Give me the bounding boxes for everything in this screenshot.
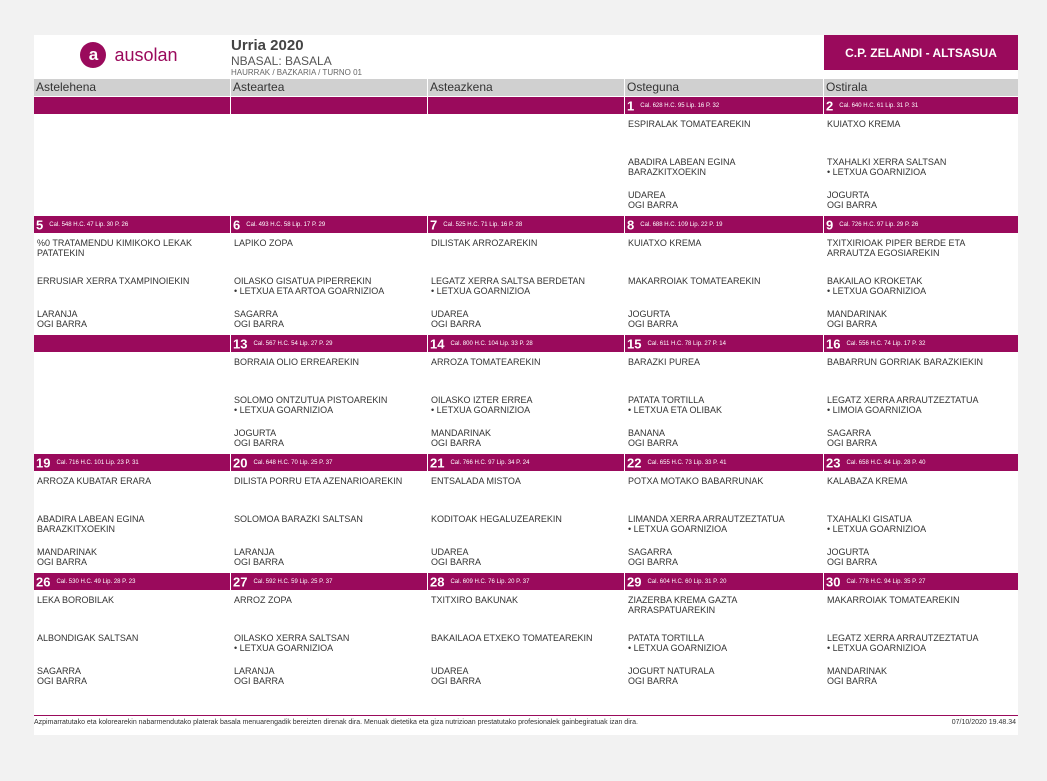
dish-line: TXITXIRIOAK PIPER BERDE ETA bbox=[827, 238, 966, 248]
dish-line: LAPIKO ZOPA bbox=[234, 238, 293, 248]
logo-mark: a bbox=[80, 42, 106, 68]
day-header: Ostirala bbox=[824, 79, 1018, 96]
nutrition-info: Cal. 726 H.C. 97 Lip. 29 P. 26 bbox=[839, 221, 919, 228]
dish-line: • LETXUA GOARNIZIOA bbox=[827, 167, 927, 177]
day-number: 28 bbox=[430, 574, 445, 590]
dish-line: OGI BARRA bbox=[827, 676, 878, 686]
day-header: Asteartea bbox=[231, 79, 427, 96]
day-bar bbox=[231, 216, 427, 233]
day-number: 16 bbox=[826, 336, 841, 352]
dish-line: LEKA BOROBILAK bbox=[37, 595, 115, 605]
day-number: 21 bbox=[430, 455, 445, 471]
dish-line: TXAHALKI GISATUA bbox=[827, 514, 912, 524]
day-number: 23 bbox=[826, 455, 841, 471]
dish-line: SAGARRA bbox=[234, 309, 279, 319]
dish-line: SAGARRA bbox=[628, 547, 673, 557]
dish-line: SOLOMOA BARAZKI SALTSAN bbox=[234, 514, 363, 524]
first-course bbox=[34, 595, 230, 605]
dish-line: OGI BARRA bbox=[628, 438, 679, 448]
dish-line: KUIATXO KREMA bbox=[827, 119, 901, 129]
print-timestamp: 07/10/2020 19.48.34 bbox=[951, 719, 1016, 726]
nutrition-info: Cal. 800 H.C. 104 Lip. 33 P. 28 bbox=[450, 340, 533, 347]
day-bar bbox=[428, 97, 624, 114]
day-bar bbox=[428, 216, 624, 233]
dish-line: OGI BARRA bbox=[827, 200, 878, 210]
day-bar bbox=[625, 216, 823, 233]
dish-line: BAKAILAOA ETXEKO TOMATEAREKIN bbox=[431, 633, 593, 643]
nutrition-info: Cal. 716 H.C. 101 Lip. 23 P. 31 bbox=[56, 459, 139, 466]
dish-line: ALBONDIGAK SALTSAN bbox=[37, 633, 139, 643]
nutrition-info: Cal. 592 H.C. 59 Lip. 25 P. 37 bbox=[253, 578, 333, 585]
first-course bbox=[34, 238, 230, 258]
dessert-and-bread bbox=[231, 547, 427, 567]
first-course bbox=[428, 476, 624, 486]
dish-line: TXITXIRO BAKUNAK bbox=[431, 595, 519, 605]
day-bar bbox=[231, 97, 427, 114]
second-course bbox=[824, 514, 1018, 534]
nutrition-info: Cal. 628 H.C. 95 Lip. 16 P. 32 bbox=[640, 102, 720, 109]
day-number: 22 bbox=[627, 455, 642, 471]
day-number: 20 bbox=[233, 455, 248, 471]
day-header: Asteazkena bbox=[428, 79, 624, 96]
day-number: 26 bbox=[36, 574, 51, 590]
nutrition-info: Cal. 530 H.C. 49 Lip. 28 P. 23 bbox=[56, 578, 136, 585]
dish-line: OGI BARRA bbox=[431, 557, 482, 567]
dish-line: OILASKO XERRA SALTSAN bbox=[234, 633, 350, 643]
day-number: 30 bbox=[826, 574, 841, 590]
day-bar bbox=[34, 335, 230, 352]
dish-line: • LIMOIA GOARNIZIOA bbox=[827, 405, 922, 415]
nutrition-info: Cal. 548 H.C. 47 Lip. 30 P. 26 bbox=[49, 221, 129, 228]
day-number: 9 bbox=[826, 217, 834, 233]
dish-line: JOGURT NATURALA bbox=[628, 666, 715, 676]
second-course bbox=[231, 276, 427, 296]
dish-line: OGI BARRA bbox=[431, 319, 482, 329]
dish-line: DILISTA PORRU ETA AZENARIOAREKIN bbox=[234, 476, 403, 486]
nutrition-info: Cal. 611 H.C. 78 Lip. 27 P. 14 bbox=[647, 340, 726, 347]
second-course bbox=[231, 395, 427, 415]
dish-line: ABADIRA LABEAN EGINA bbox=[37, 514, 145, 524]
day-bar bbox=[34, 97, 230, 114]
dish-line: • LETXUA GOARNIZIOA bbox=[827, 643, 927, 653]
dish-line: OGI BARRA bbox=[234, 438, 285, 448]
dish-line: DILISTAK ARROZAREKIN bbox=[431, 238, 538, 248]
dessert-and-bread bbox=[231, 666, 427, 686]
dish-line: ABADIRA LABEAN EGINA bbox=[628, 157, 736, 167]
second-course bbox=[625, 633, 823, 653]
nutrition-info: Cal. 525 H.C. 71 Lip. 16 P. 28 bbox=[443, 221, 523, 228]
day-bar bbox=[625, 573, 823, 590]
dessert-and-bread bbox=[428, 428, 624, 448]
dish-line: JOGURTA bbox=[234, 428, 277, 438]
day-bar bbox=[428, 335, 624, 352]
ausolan-logo bbox=[34, 35, 224, 75]
second-course bbox=[824, 157, 1018, 177]
first-course bbox=[824, 119, 1018, 129]
second-course bbox=[34, 514, 230, 534]
dish-line: LARANJA bbox=[234, 666, 275, 676]
dish-line: BANANA bbox=[628, 428, 666, 438]
dish-line: BARAZKI PUREA bbox=[628, 357, 701, 367]
dish-line: JOGURTA bbox=[827, 190, 870, 200]
day-bar bbox=[231, 573, 427, 590]
nutrition-info: Cal. 778 H.C. 94 Lip. 35 P. 27 bbox=[846, 578, 926, 585]
dessert-and-bread bbox=[34, 666, 230, 686]
first-course bbox=[625, 476, 823, 486]
dish-line: • LETXUA GOARNIZIOA bbox=[628, 643, 728, 653]
dish-line: BAKAILAO KROKETAK bbox=[827, 276, 923, 286]
dish-line: • LETXUA GOARNIZIOA bbox=[431, 286, 531, 296]
second-course bbox=[231, 633, 427, 653]
first-course bbox=[34, 476, 230, 486]
second-course bbox=[34, 276, 230, 286]
dessert-and-bread bbox=[625, 428, 823, 448]
dish-line: POTXA MOTAKO BABARRUNAK bbox=[628, 476, 764, 486]
dessert-and-bread bbox=[231, 309, 427, 329]
day-bar bbox=[428, 573, 624, 590]
first-course bbox=[824, 595, 1018, 605]
first-course bbox=[231, 595, 427, 605]
nutrition-info: Cal. 766 H.C. 97 Lip. 34 P. 24 bbox=[450, 459, 530, 466]
nutrition-info: Cal. 604 H.C. 60 Lip. 31 P. 20 bbox=[647, 578, 727, 585]
day-number: 27 bbox=[233, 574, 248, 590]
dish-line: UDAREA bbox=[628, 190, 666, 200]
day-number: 19 bbox=[36, 455, 51, 471]
second-course bbox=[625, 276, 823, 286]
dish-line: JOGURTA bbox=[827, 547, 870, 557]
dish-line: PATATA TORTILLA bbox=[628, 395, 705, 405]
day-bar bbox=[824, 97, 1018, 114]
dish-line: BABARRUN GORRIAK BARAZKIEKIN bbox=[827, 357, 984, 367]
day-number: 29 bbox=[627, 574, 642, 590]
second-course bbox=[824, 395, 1018, 415]
day-bar bbox=[824, 454, 1018, 471]
dish-line: • LETXUA GOARNIZIOA bbox=[234, 643, 334, 653]
dish-line: ZIAZERBA KREMA GAZTA bbox=[628, 595, 738, 605]
day-bar bbox=[625, 454, 823, 471]
dish-line: MANDARINAK bbox=[827, 666, 888, 676]
second-course bbox=[231, 514, 427, 524]
nutrition-info: Cal. 640 H.C. 61 Lip. 31 P. 31 bbox=[839, 102, 919, 109]
day-bar bbox=[231, 454, 427, 471]
dessert-and-bread bbox=[824, 666, 1018, 686]
footer-divider bbox=[34, 715, 1018, 716]
day-bar bbox=[824, 573, 1018, 590]
dessert-and-bread bbox=[428, 666, 624, 686]
dish-line: OGI BARRA bbox=[431, 676, 482, 686]
dish-line: LEGATZ XERRA SALTSA BERDETAN bbox=[431, 276, 586, 286]
second-course bbox=[428, 276, 624, 296]
school-name: C.P. ZELANDI - ALTSASUA bbox=[824, 35, 1018, 70]
dish-line: MAKARROIAK TOMATEAREKIN bbox=[628, 276, 761, 286]
dessert-and-bread bbox=[34, 309, 230, 329]
menu-type: NBASAL: BASALA bbox=[231, 54, 332, 68]
dish-line: • LETXUA GOARNIZIOA bbox=[827, 524, 927, 534]
dish-line: JOGURTA bbox=[628, 309, 671, 319]
dish-line: KUIATXO KREMA bbox=[628, 238, 702, 248]
first-course bbox=[231, 238, 427, 248]
second-course bbox=[428, 633, 624, 643]
dish-line: SAGARRA bbox=[37, 666, 82, 676]
dish-line: ESPIRALAK TOMATEAREKIN bbox=[628, 119, 751, 129]
second-course bbox=[625, 157, 823, 177]
day-number: 6 bbox=[233, 217, 241, 233]
nutrition-info: Cal. 609 H.C. 76 Lip. 20 P. 37 bbox=[450, 578, 530, 585]
dish-line: BARAZKITXOEKIN bbox=[37, 524, 116, 534]
first-course bbox=[428, 595, 624, 605]
dish-line: MANDARINAK bbox=[827, 309, 888, 319]
first-course bbox=[231, 357, 427, 367]
nutrition-info: Cal. 648 H.C. 70 Lip. 25 P. 37 bbox=[253, 459, 333, 466]
dish-line: ERRUSIAR XERRA TXAMPINOIEKIN bbox=[37, 276, 190, 286]
dish-line: OGI BARRA bbox=[827, 557, 878, 567]
first-course bbox=[428, 238, 624, 248]
day-number: 7 bbox=[430, 217, 438, 233]
dish-line: OGI BARRA bbox=[234, 557, 285, 567]
day-number: 8 bbox=[627, 217, 635, 233]
dish-line: OGI BARRA bbox=[628, 200, 679, 210]
day-number: 1 bbox=[627, 98, 635, 114]
dessert-and-bread bbox=[824, 190, 1018, 210]
dish-line: TXAHALKI XERRA SALTSAN bbox=[827, 157, 947, 167]
dish-line: MAKARROIAK TOMATEAREKIN bbox=[827, 595, 960, 605]
day-bar bbox=[625, 335, 823, 352]
dish-line: LARANJA bbox=[37, 309, 78, 319]
first-course bbox=[824, 476, 1018, 486]
menu-page bbox=[34, 35, 1018, 735]
dish-line: BORRAIA OLIO ERREAREKIN bbox=[234, 357, 360, 367]
dish-line: LIMANDA XERRA ARRAUTZEZTATUA bbox=[628, 514, 785, 524]
dish-line: LEGATZ XERRA ARRAUTZEZTATUA bbox=[827, 395, 979, 405]
dish-line: OGI BARRA bbox=[234, 676, 285, 686]
day-bar bbox=[625, 97, 823, 114]
dish-line: • LETXUA ETA OLIBAK bbox=[628, 405, 723, 415]
first-course bbox=[231, 476, 427, 486]
nutrition-info: Cal. 493 H.C. 58 Lip. 17 P. 29 bbox=[246, 221, 326, 228]
dish-line: KODITOAK HEGALUZEAREKIN bbox=[431, 514, 562, 524]
dish-line: OGI BARRA bbox=[37, 676, 88, 686]
dessert-and-bread bbox=[625, 309, 823, 329]
dish-line: PATATEKIN bbox=[37, 248, 85, 258]
dish-line: ARRAUTZA EGOSIAREKIN bbox=[827, 248, 940, 258]
dish-line: LARANJA bbox=[234, 547, 275, 557]
second-course bbox=[428, 514, 624, 524]
dish-line: MANDARINAK bbox=[37, 547, 98, 557]
logo-text: ausolan bbox=[114, 44, 178, 65]
second-course bbox=[824, 633, 1018, 653]
dish-line: UDAREA bbox=[431, 666, 469, 676]
dish-line: OILASKO GISATUA PIPERREKIN bbox=[234, 276, 372, 286]
day-header: Astelehena bbox=[34, 79, 230, 96]
dish-line: LEGATZ XERRA ARRAUTZEZTATUA bbox=[827, 633, 979, 643]
dish-line: • LETXUA GOARNIZIOA bbox=[234, 405, 334, 415]
first-course bbox=[625, 357, 823, 367]
day-bar bbox=[34, 216, 230, 233]
first-course bbox=[824, 238, 1018, 258]
day-number: 15 bbox=[627, 336, 642, 352]
dish-line: OILASKO IZTER ERREA bbox=[431, 395, 533, 405]
dish-line: PATATA TORTILLA bbox=[628, 633, 705, 643]
first-course bbox=[428, 357, 624, 367]
day-bar bbox=[34, 454, 230, 471]
dish-line: SAGARRA bbox=[827, 428, 872, 438]
day-number: 14 bbox=[430, 336, 445, 352]
dish-line: OGI BARRA bbox=[628, 676, 679, 686]
dish-line: • LETXUA GOARNIZIOA bbox=[628, 524, 728, 534]
dish-line: OGI BARRA bbox=[431, 438, 482, 448]
dish-line: • LETXUA GOARNIZIOA bbox=[431, 405, 531, 415]
dessert-and-bread bbox=[428, 309, 624, 329]
dish-line: ARROZ ZOPA bbox=[234, 595, 292, 605]
dessert-and-bread bbox=[824, 547, 1018, 567]
dish-line: OGI BARRA bbox=[37, 557, 88, 567]
dish-line: • LETXUA ETA ARTOA GOARNIZIOA bbox=[234, 286, 385, 296]
dish-line: BARAZKITXOEKIN bbox=[628, 167, 707, 177]
day-header: Osteguna bbox=[625, 79, 823, 96]
dish-line: SOLOMO ONTZUTUA PISTOAREKIN bbox=[234, 395, 388, 405]
dish-line: KALABAZA KREMA bbox=[827, 476, 908, 486]
dish-line: OGI BARRA bbox=[37, 319, 88, 329]
nutrition-info: Cal. 556 H.C. 74 Lip. 17 P. 32 bbox=[846, 340, 926, 347]
dessert-and-bread bbox=[625, 190, 823, 210]
dish-line: OGI BARRA bbox=[827, 319, 878, 329]
nutrition-info: Cal. 688 H.C. 109 Lip. 22 P. 19 bbox=[640, 221, 723, 228]
second-course bbox=[428, 395, 624, 415]
day-bar bbox=[34, 573, 230, 590]
footer-note: Azpimarratutako eta kolorearekin nabarmendutako platerak basala menuarengadik bereizten direnak dira. Menuak dietetika eta giza nutrizioan prestatutako profesionalek gainbegiratuak izan dira. bbox=[34, 719, 638, 726]
dish-line: • LETXUA GOARNIZIOA bbox=[827, 286, 927, 296]
day-bar bbox=[824, 335, 1018, 352]
second-course bbox=[824, 276, 1018, 296]
nutrition-info: Cal. 658 H.C. 64 Lip. 28 P. 40 bbox=[846, 459, 926, 466]
nutrition-info: Cal. 567 H.C. 54 Lip. 27 P. 29 bbox=[253, 340, 333, 347]
dish-line: %0 TRATAMENDU KIMIKOKO LEKAK bbox=[37, 238, 193, 248]
dish-line: ENTSALADA MISTOA bbox=[431, 476, 521, 486]
dish-line: UDAREA bbox=[431, 309, 469, 319]
day-number: 2 bbox=[826, 98, 834, 114]
first-course bbox=[625, 238, 823, 248]
first-course bbox=[625, 119, 823, 129]
second-course bbox=[625, 395, 823, 415]
dessert-and-bread bbox=[34, 547, 230, 567]
dish-line: OGI BARRA bbox=[827, 438, 878, 448]
dish-line: ARROZA TOMATEAREKIN bbox=[431, 357, 541, 367]
first-course bbox=[824, 357, 1018, 367]
dish-line: ARRASPATUAREKIN bbox=[628, 605, 716, 615]
dish-line: UDAREA bbox=[431, 547, 469, 557]
first-course bbox=[625, 595, 823, 615]
day-number: 13 bbox=[233, 336, 248, 352]
dish-line: OGI BARRA bbox=[234, 319, 285, 329]
dish-line: OGI BARRA bbox=[628, 557, 679, 567]
dessert-and-bread bbox=[824, 428, 1018, 448]
dessert-and-bread bbox=[824, 309, 1018, 329]
dessert-and-bread bbox=[625, 666, 823, 686]
day-number: 5 bbox=[36, 217, 44, 233]
day-bar bbox=[428, 454, 624, 471]
menu-group: HAURRAK / BAZKARIA / TURNO 01 bbox=[231, 68, 362, 77]
dish-line: OGI BARRA bbox=[628, 319, 679, 329]
dessert-and-bread bbox=[428, 547, 624, 567]
second-course bbox=[625, 514, 823, 534]
second-course bbox=[34, 633, 230, 643]
nutrition-info: Cal. 655 H.C. 73 Lip. 33 P. 41 bbox=[647, 459, 727, 466]
dish-line: ARROZA KUBATAR ERARA bbox=[37, 476, 152, 486]
day-bar bbox=[231, 335, 427, 352]
dessert-and-bread bbox=[231, 428, 427, 448]
month-title: Urria 2020 bbox=[231, 37, 304, 54]
day-bar bbox=[824, 216, 1018, 233]
dessert-and-bread bbox=[625, 547, 823, 567]
dish-line: MANDARINAK bbox=[431, 428, 492, 438]
